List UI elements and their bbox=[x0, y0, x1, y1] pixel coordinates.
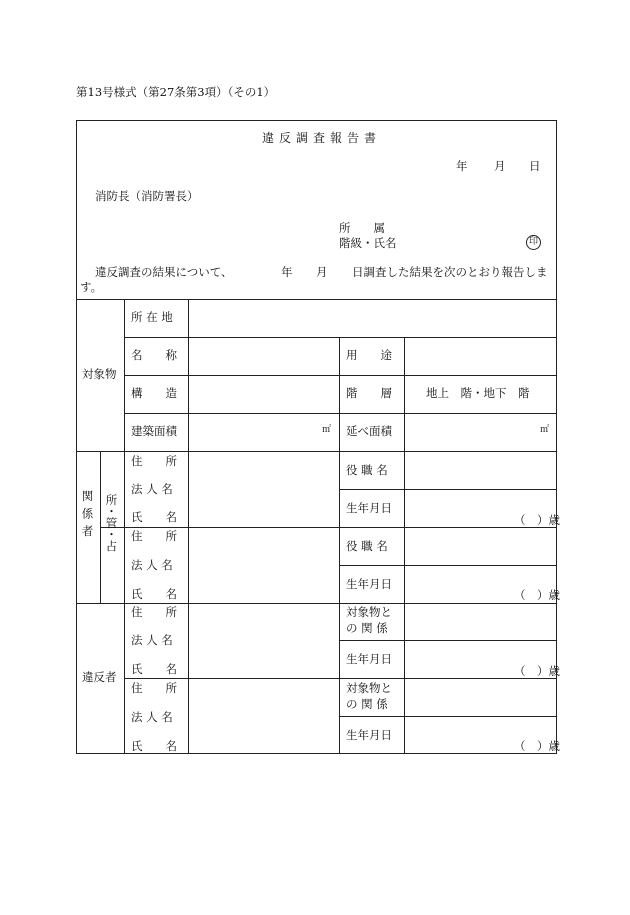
divider bbox=[124, 299, 125, 754]
divider bbox=[339, 489, 557, 490]
persons-header: 関係者 bbox=[80, 490, 95, 543]
building-area-unit: ㎡ bbox=[322, 425, 332, 435]
location-label: 所 在 地 bbox=[131, 310, 173, 324]
statement-part1: 違反調査の結果について、 bbox=[95, 265, 233, 279]
rank-name-label: 階級・氏名 bbox=[339, 236, 397, 250]
affiliation-label: 所 属 bbox=[339, 221, 385, 235]
birth-label: 生年月日 bbox=[346, 728, 392, 742]
floors-label: 階 層 bbox=[346, 386, 392, 400]
divider bbox=[339, 565, 557, 566]
structure-label: 構 造 bbox=[131, 386, 177, 400]
target-header: 対象物 bbox=[82, 367, 117, 381]
divider bbox=[188, 299, 189, 754]
divider bbox=[76, 451, 557, 452]
report-form bbox=[76, 120, 560, 754]
age-field: （ ）歳 bbox=[514, 513, 560, 527]
divider bbox=[339, 640, 557, 641]
statement-year: 年 bbox=[281, 265, 293, 279]
corp-name-label: 法 人 名 bbox=[131, 482, 173, 496]
statement-part3: す。 bbox=[80, 280, 103, 294]
persons-sub-header: 所・管・占 bbox=[104, 494, 119, 552]
divider bbox=[100, 527, 557, 528]
report-title: 違反調査報告書 bbox=[262, 131, 382, 145]
divider bbox=[339, 337, 340, 754]
divider bbox=[76, 603, 557, 604]
relation-label-line1: 対象物と bbox=[346, 605, 392, 619]
use-label: 用 途 bbox=[346, 348, 392, 362]
address-label: 住 所 bbox=[131, 681, 177, 695]
person-name-label: 氏 名 bbox=[131, 510, 177, 524]
relation-label-line2: の 関 係 bbox=[346, 621, 388, 635]
birth-label: 生年月日 bbox=[346, 652, 392, 666]
address-label: 住 所 bbox=[131, 529, 177, 543]
divider bbox=[404, 337, 405, 754]
person-name-label: 氏 名 bbox=[131, 662, 177, 676]
form-reference: 第13号様式（第27条第3項）（その1） bbox=[76, 85, 276, 99]
age-field: （ ）歳 bbox=[514, 664, 560, 678]
corp-name-label: 法 人 名 bbox=[131, 710, 173, 724]
position-label: 役 職 名 bbox=[346, 463, 388, 477]
address-label: 住 所 bbox=[131, 605, 177, 619]
birth-label: 生年月日 bbox=[346, 577, 392, 591]
building-area-label: 建築面積 bbox=[131, 424, 177, 438]
relation-label-line1: 対象物と bbox=[346, 681, 392, 695]
date-month: 月 bbox=[494, 159, 506, 173]
total-floor-area-label: 延べ面積 bbox=[346, 424, 392, 438]
date-year: 年 bbox=[456, 159, 468, 173]
divider bbox=[100, 451, 101, 603]
date-day: 日 bbox=[529, 159, 541, 173]
person-name-label: 氏 名 bbox=[131, 739, 177, 753]
seal-mark: 印 bbox=[526, 235, 541, 250]
total-floor-area-unit: ㎡ bbox=[540, 425, 550, 435]
violators-header: 違反者 bbox=[82, 670, 117, 684]
statement-month: 月 bbox=[316, 265, 328, 279]
name-label: 名 称 bbox=[131, 348, 177, 362]
person-name-label: 氏 名 bbox=[131, 587, 177, 601]
relation-label-line2: の 関 係 bbox=[346, 697, 388, 711]
statement-part2: 日調査した結果を次のとおり報告しま bbox=[352, 265, 548, 279]
position-label: 役 職 名 bbox=[346, 539, 388, 553]
age-field: （ ）歳 bbox=[514, 588, 560, 602]
corp-name-label: 法 人 名 bbox=[131, 558, 173, 572]
corp-name-label: 法 人 名 bbox=[131, 633, 173, 647]
address-label: 住 所 bbox=[131, 454, 177, 468]
divider bbox=[339, 716, 557, 717]
floors-value: 地上 階・地下 階 bbox=[426, 386, 530, 400]
birth-label: 生年月日 bbox=[346, 501, 392, 515]
age-field: （ ）歳 bbox=[514, 739, 560, 753]
addressee: 消防長（消防署長） bbox=[95, 189, 199, 203]
divider bbox=[76, 299, 557, 300]
